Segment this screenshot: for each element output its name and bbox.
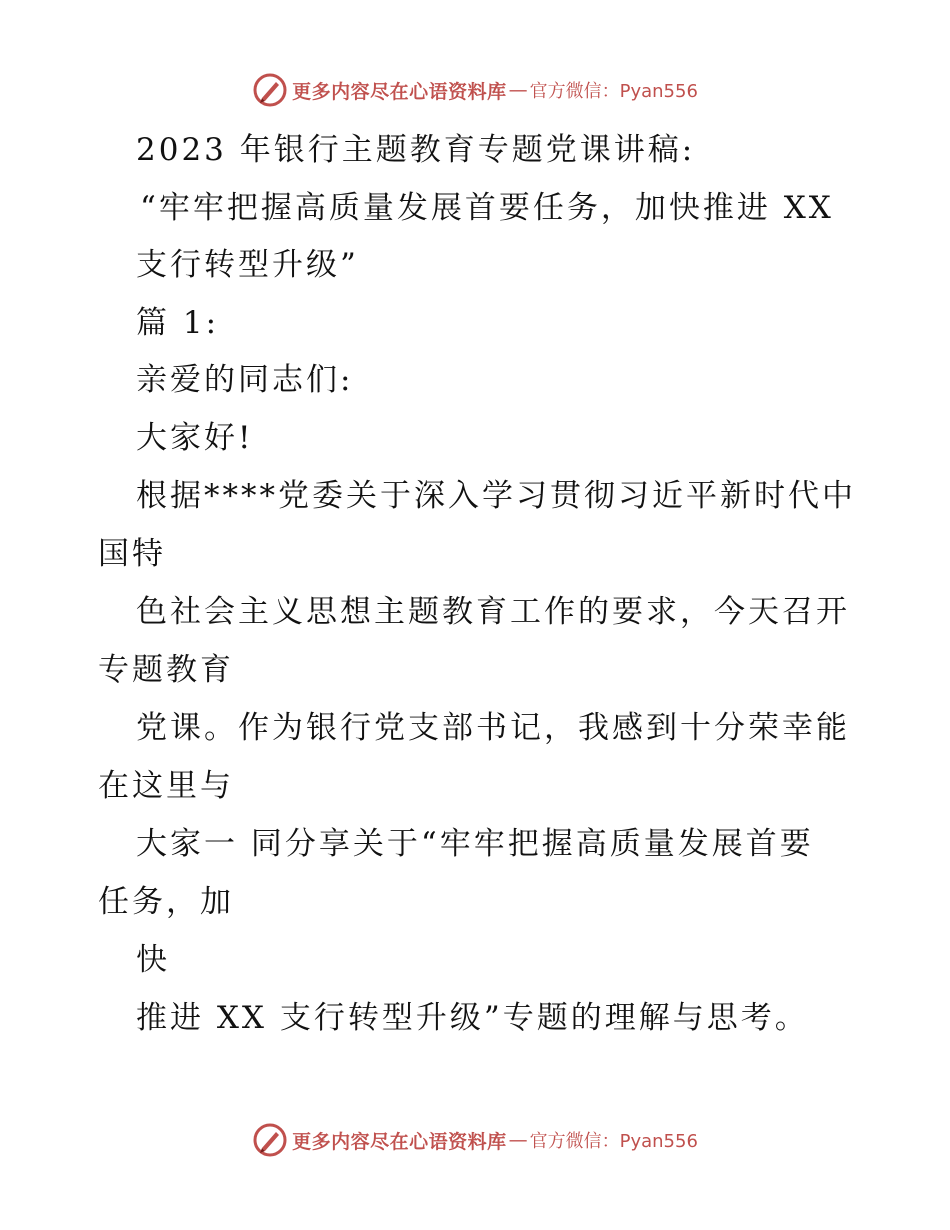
doc-title-line-1: 2023 年银行主题教育专题党课讲稿: [136, 132, 696, 168]
footer-watermark [0, 1120, 950, 1160]
doc-title-line-2: “牢牢把握高质量发展首要任务，加快推进 XX [140, 190, 834, 226]
banner-contact: 官方微信：Pyan556 [529, 81, 698, 102]
pen-logo-icon [252, 1122, 288, 1158]
header-watermark [0, 70, 950, 110]
paragraph-2-line-1: 色社会主义思想主题教育工作的要求，今天召开 [136, 594, 850, 630]
paragraph-4-line-1: 大家一 同分享关于“牢牢把握高质量发展首要 [136, 826, 814, 862]
paragraph-3-line-2: 在这里与 [98, 768, 234, 804]
paragraph-1-line-2: 国特 [98, 536, 166, 572]
banner-brand: 更多内容尽在心语资料库 [292, 80, 507, 103]
paragraph-4-line-2: 任务，加 [98, 884, 234, 920]
section-heading: 篇 1: [136, 305, 220, 341]
salutation: 亲爱的同志们: [136, 362, 354, 398]
banner-separator: — [508, 1129, 528, 1151]
doc-title-line-3: 支行转型升级” [136, 247, 359, 283]
paragraph-6-line-1: 推进 XX 支行转型升级”专题的理解与思考。 [136, 1000, 809, 1036]
banner-brand: 更多内容尽在心语资料库 [292, 1130, 507, 1153]
paragraph-3-line-1: 党课。作为银行党支部书记，我感到十分荣幸能 [136, 710, 850, 746]
banner-separator: — [508, 79, 528, 101]
paragraph-1-line-1: 根据****党委关于深入学习贯彻习近平新时代中 [136, 478, 856, 514]
banner-contact: 官方微信：Pyan556 [529, 1131, 698, 1152]
pen-logo-icon [252, 72, 288, 108]
paragraph-5-line-1: 快 [136, 942, 170, 978]
paragraph-2-line-2: 专题教育 [98, 652, 234, 688]
greeting: 大家好! [136, 420, 254, 456]
